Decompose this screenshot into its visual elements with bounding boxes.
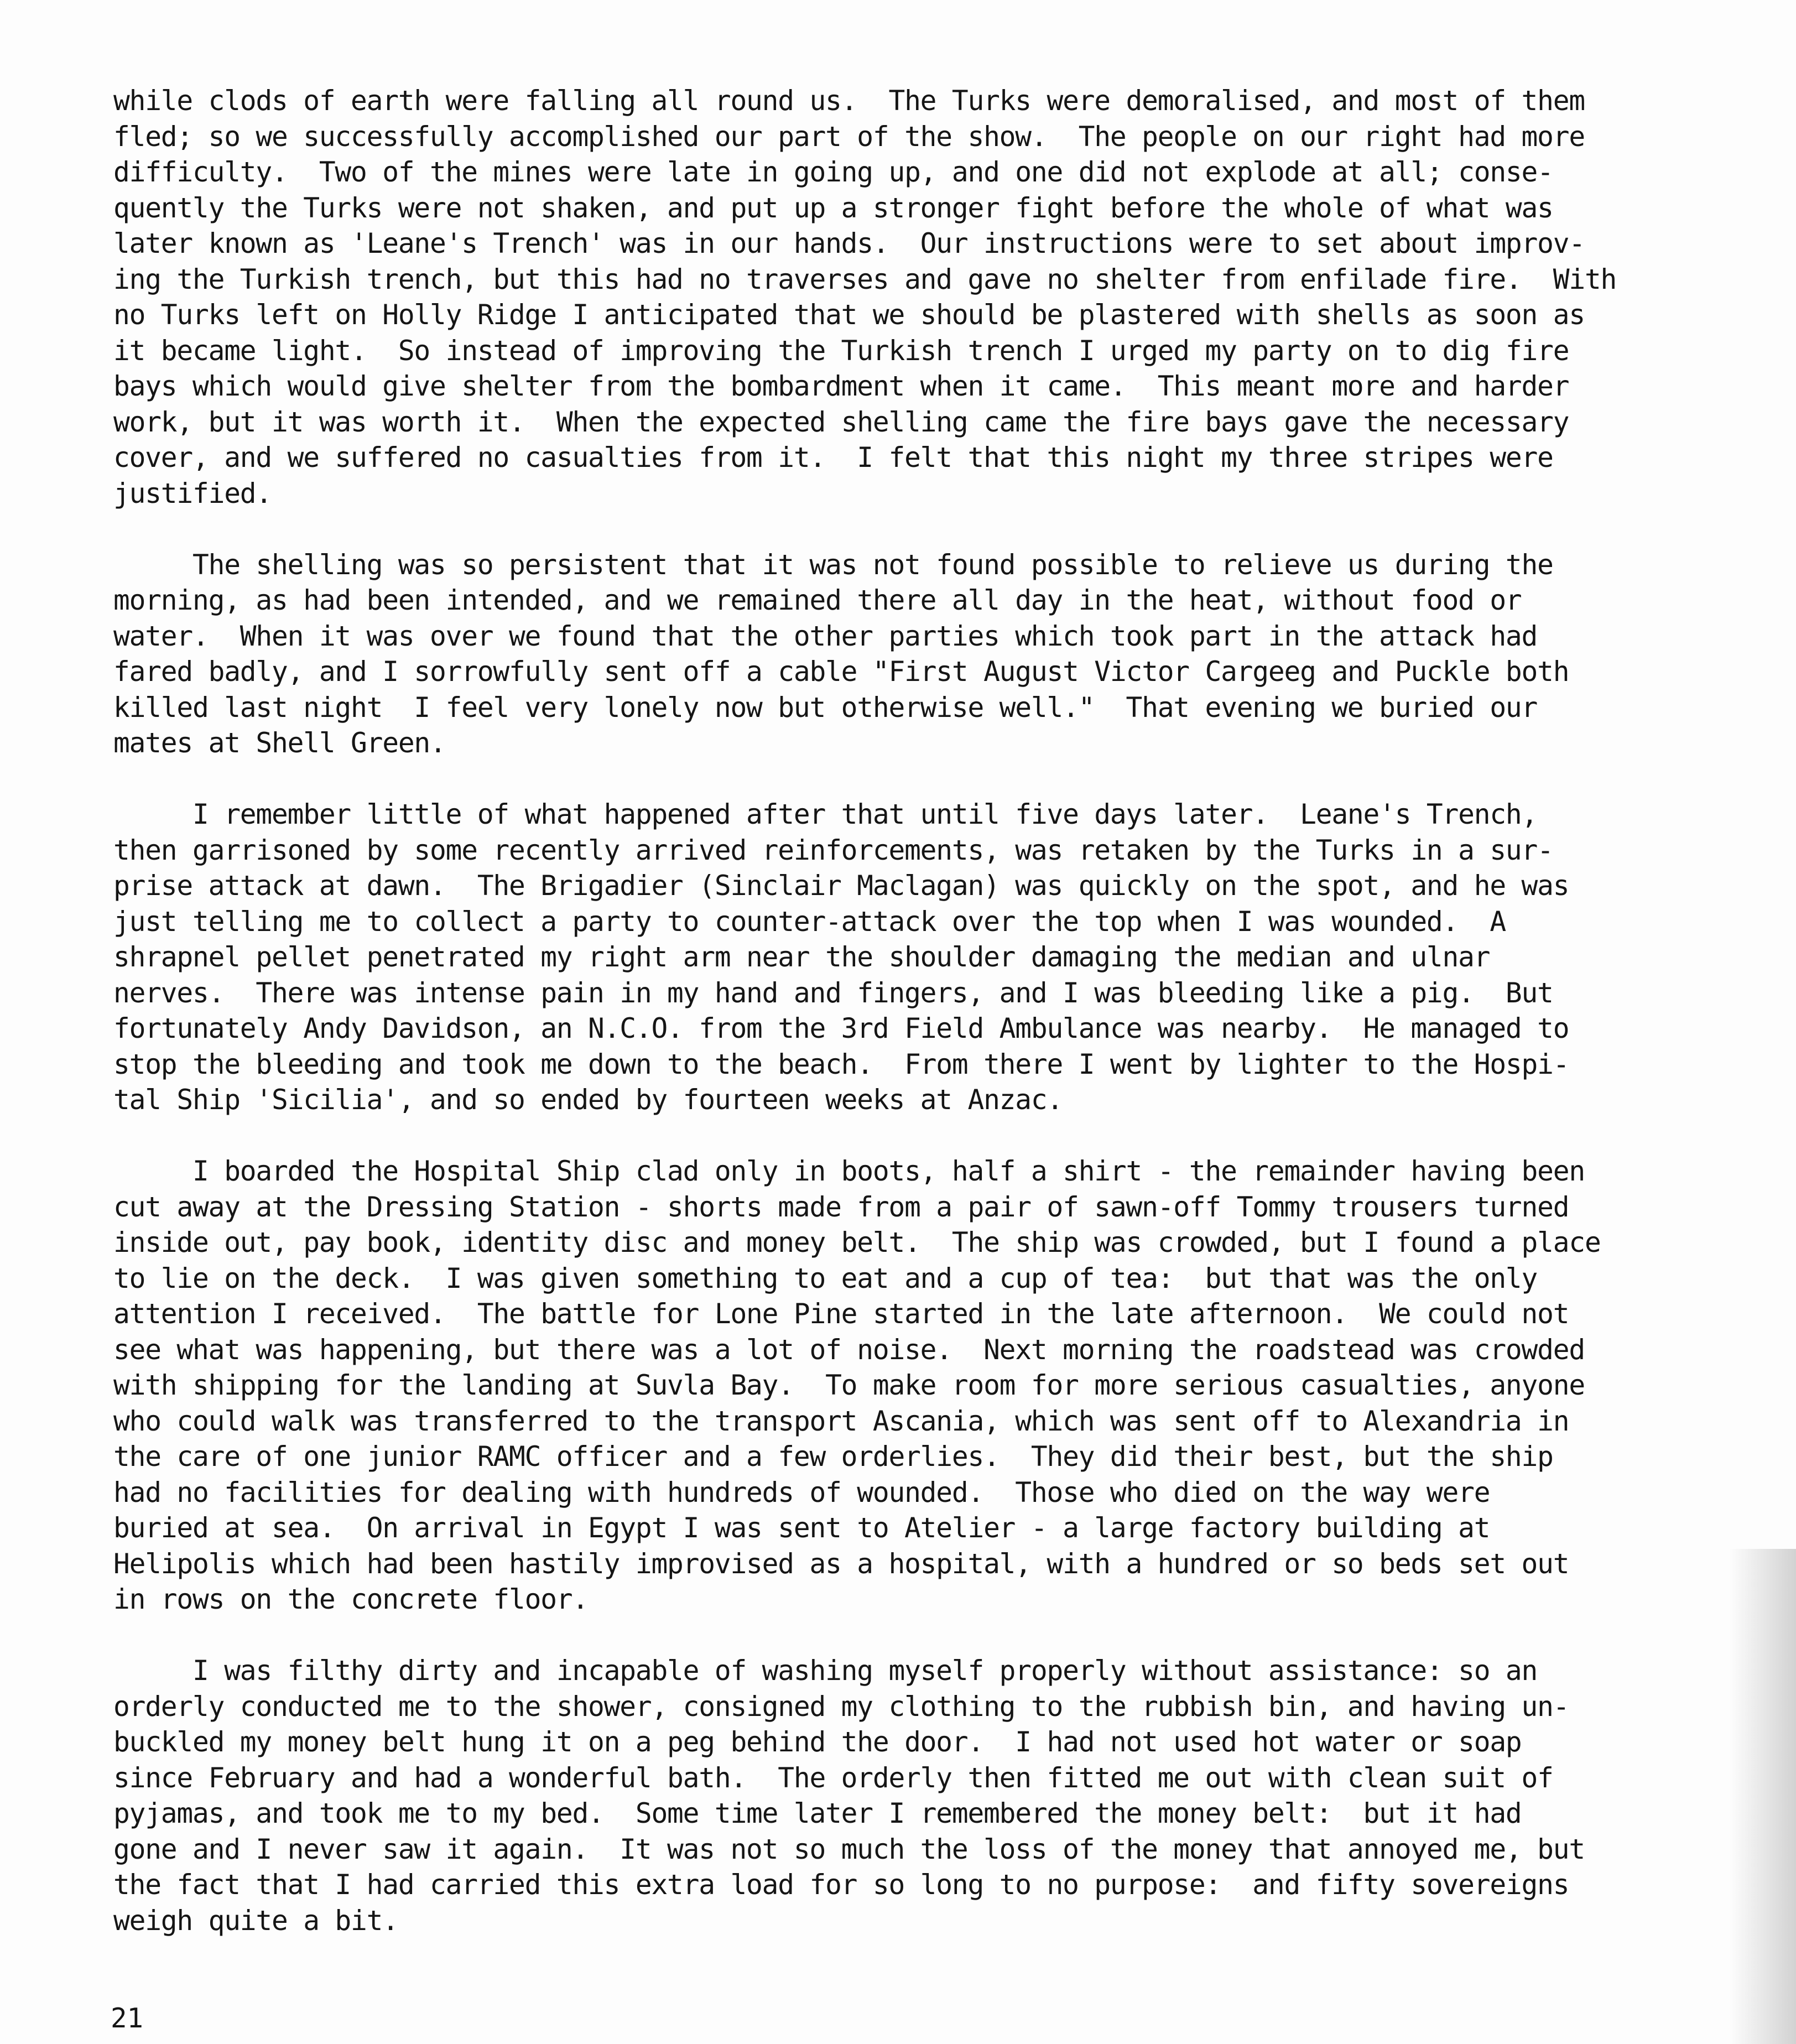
text-line: orderly conducted me to the shower, consigned my clothing to the rubbish bin, and having un- [113,1690,1569,1723]
paragraph-5 [113,1653,1695,1938]
text-line: bays which would give shelter from the bombardment when it came. This meant more and harder [113,370,1569,402]
text-line: buckled my money belt hung it on a peg behind the door. I had not used hot water or soap [113,1726,1522,1758]
text-line: it became light. So instead of improving the Turkish trench I urged my party on to dig fire [113,334,1569,367]
text-line: see what was happening, but there was a lot of noise. Next morning the roadstead was crowded [113,1333,1585,1366]
text-line: later known as 'Leane's Trench' was in our hands. Our instructions were to set about improv- [113,227,1585,259]
text-line: since February and had a wonderful bath. The orderly then fitted me out with clean suit of [113,1761,1553,1794]
text-line: no Turks left on Holly Ridge I anticipated that we should be plastered with shells as soon as [113,299,1585,331]
paragraph-spacer [113,1118,1695,1154]
text-line: then garrisoned by some recently arrived reinforcements, was retaken by the Turks in a sur- [113,834,1553,866]
text-line: fortunately Andy Davidson, an N.C.O. from the 3rd Field Ambulance was nearby. He managed to [113,1012,1569,1044]
text-line: cover, and we suffered no casualties from it. I felt that this night my three stripes were [113,441,1553,474]
text-line: to lie on the deck. I was given something to eat and a cup of tea: but that was the only [113,1262,1538,1294]
text-line: Helipolis which had been hastily improvised as a hospital, with a hundred or so beds set out [113,1547,1569,1580]
text-line: water. When it was over we found that the other parties which took part in the attack had [113,620,1538,652]
text-line: mates at Shell Green. [113,727,446,759]
paragraph-4 [113,1153,1695,1617]
page-number: 21 [111,2003,144,2034]
text-line: prise attack at dawn. The Brigadier (Sinclair Maclagan) was quickly on the spot, and he was [113,870,1569,902]
paragraph-2 [113,547,1695,761]
text-line: had no facilities for dealing with hundreds of wounded. Those who died on the way were [113,1476,1490,1509]
text-line: nerves. There was intense pain in my hand and fingers, and I was bleeding like a pig. But [113,976,1553,1009]
text-line: the fact that I had carried this extra load for so long to no purpose: and fifty sovereigns [113,1869,1569,1901]
text-line: difficulty. Two of the mines were late in going up, and one did not explode at all; conse- [113,156,1553,188]
text-line: attention I received. The battle for Lone Pine started in the late afternoon. We could not [113,1298,1569,1330]
text-line: inside out, pay book, identity disc and money belt. The ship was crowded, but I found a place [113,1226,1601,1258]
text-line: I was filthy dirty and incapable of washing myself properly without assistance: so an [113,1655,1538,1687]
paragraph-spacer [113,761,1695,797]
text-line: just telling me to collect a party to counter-attack over the top when I was wounded. A [113,905,1506,938]
text-line: in rows on the concrete floor. [113,1583,589,1615]
text-line: fared badly, and I sorrowfully sent off a cable "First August Victor Cargeeg and Puckle both [113,656,1569,688]
text-line: ing the Turkish trench, but this had no traverses and gave no shelter from enfilade fire. With [113,263,1617,295]
text-line: pyjamas, and took me to my bed. Some time later I remembered the money belt: but it had [113,1797,1522,1829]
paragraph-spacer [113,1617,1695,1653]
text-line: killed last night I feel very lonely now but otherwise well." That evening we buried our [113,691,1538,724]
text-line: justified. [113,477,272,509]
text-line: tal Ship 'Sicilia', and so ended by fourteen weeks at Anzac. [113,1084,1063,1116]
text-line: buried at sea. On arrival in Egypt I was sent to Atelier - a large factory building at [113,1512,1490,1544]
text-line: while clods of earth were falling all round us. The Turks were demoralised, and most of them [113,85,1585,117]
text-line: I boarded the Hospital Ship clad only in boots, half a shirt - the remainder having been [113,1155,1585,1187]
scan-edge-shadow [1730,1549,1796,2044]
text-line: The shelling was so persistent that it was not found possible to relieve us during the [113,548,1553,581]
paragraph-spacer [113,511,1695,547]
text-line: shrapnel pellet penetrated my right arm near the shoulder damaging the median and ulnar [113,941,1490,973]
text-line: weigh quite a bit. [113,1904,398,1937]
text-line: stop the bleeding and took me down to the beach. From there I went by lighter to the Hospi- [113,1048,1569,1080]
paragraph-1 [113,83,1695,511]
text-line: quently the Turks were not shaken, and put up a stronger fight before the whole of what was [113,191,1553,224]
text-line: who could walk was transferred to the transport Ascania, which was sent off to Alexandria in [113,1405,1569,1437]
text-line: cut away at the Dressing Station - shorts made from a pair of sawn-off Tommy trousers turned [113,1190,1569,1223]
text-line: gone and I never saw it again. It was not so much the loss of the money that annoyed me, but [113,1833,1585,1865]
document-body [113,83,1695,1938]
text-line: work, but it was worth it. When the expected shelling came the fire bays gave the necessary [113,405,1569,438]
text-line: I remember little of what happened after that until five days later. Leane's Trench, [113,798,1538,830]
text-line: the care of one junior RAMC officer and a few orderlies. They did their best, but the ship [113,1440,1553,1473]
text-line: fled; so we successfully accomplished our part of the show. The people on our right had more [113,120,1585,153]
text-line: morning, as had been intended, and we remained there all day in the heat, without food or [113,584,1522,616]
paragraph-3 [113,797,1695,1118]
text-line: with shipping for the landing at Suvla Bay. To make room for more serious casualties, anyone [113,1369,1585,1401]
